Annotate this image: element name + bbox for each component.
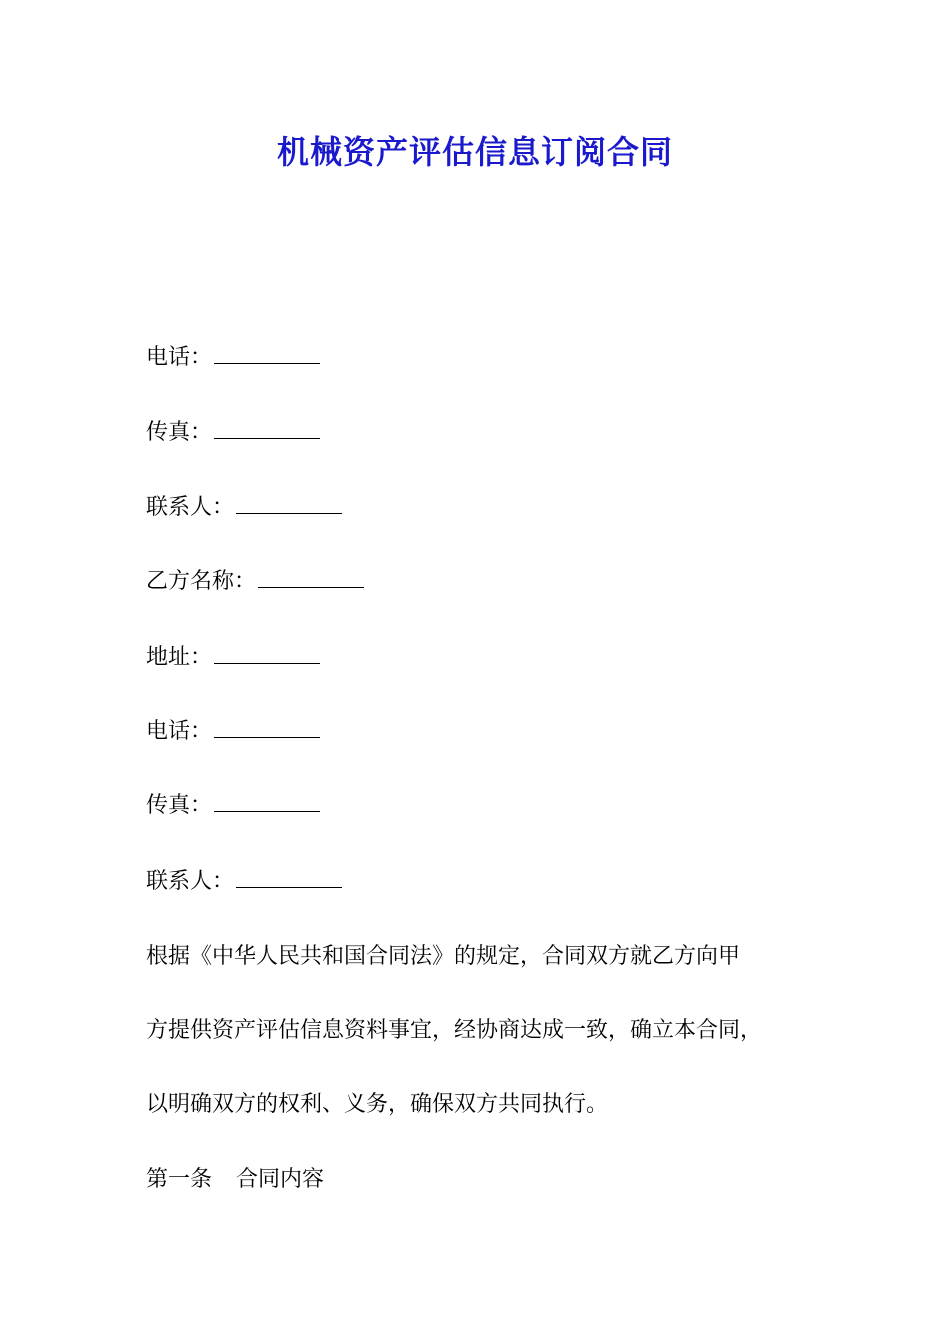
field-label: 地址： (146, 645, 213, 670)
field-label: 电话： (146, 345, 213, 370)
field-address (146, 642, 320, 674)
section-heading (146, 1164, 324, 1196)
field-fax-2 (146, 790, 320, 822)
blank-underline (236, 869, 342, 888)
blank-underline (214, 345, 320, 364)
blank-underline (258, 569, 364, 588)
intro-line: 方提供资产评估信息资料事宜，经协商达成一致，确立本合同， (146, 1018, 763, 1043)
intro-line: 根据《中华人民共和国合同法》的规定，合同双方就乙方向甲 (146, 944, 741, 969)
field-phone-2 (146, 716, 320, 748)
field-label: 联系人： (146, 495, 235, 520)
field-fax-1 (146, 417, 320, 449)
intro-line: 以明确双方的权利、义务，确保双方共同执行。 (146, 1092, 609, 1117)
blank-underline (236, 495, 342, 514)
field-contact-2 (146, 866, 342, 898)
field-phone-1 (146, 342, 320, 374)
field-label: 乙方名称： (146, 569, 257, 594)
field-label: 传真： (146, 420, 213, 445)
blank-underline (214, 793, 320, 812)
blank-underline (214, 420, 320, 439)
blank-underline (214, 719, 320, 738)
document-title: 机械资产评估信息订阅合同 (276, 133, 673, 171)
field-label: 传真： (146, 793, 213, 818)
section-number: 第一条 (146, 1167, 213, 1192)
field-contact-1 (146, 492, 342, 524)
blank-underline (214, 645, 320, 664)
intro-paragraph (146, 920, 826, 1142)
field-label: 电话： (146, 719, 213, 744)
section-title: 合同内容 (236, 1167, 325, 1192)
field-party-b-name (146, 566, 364, 598)
field-label: 联系人： (146, 869, 235, 894)
